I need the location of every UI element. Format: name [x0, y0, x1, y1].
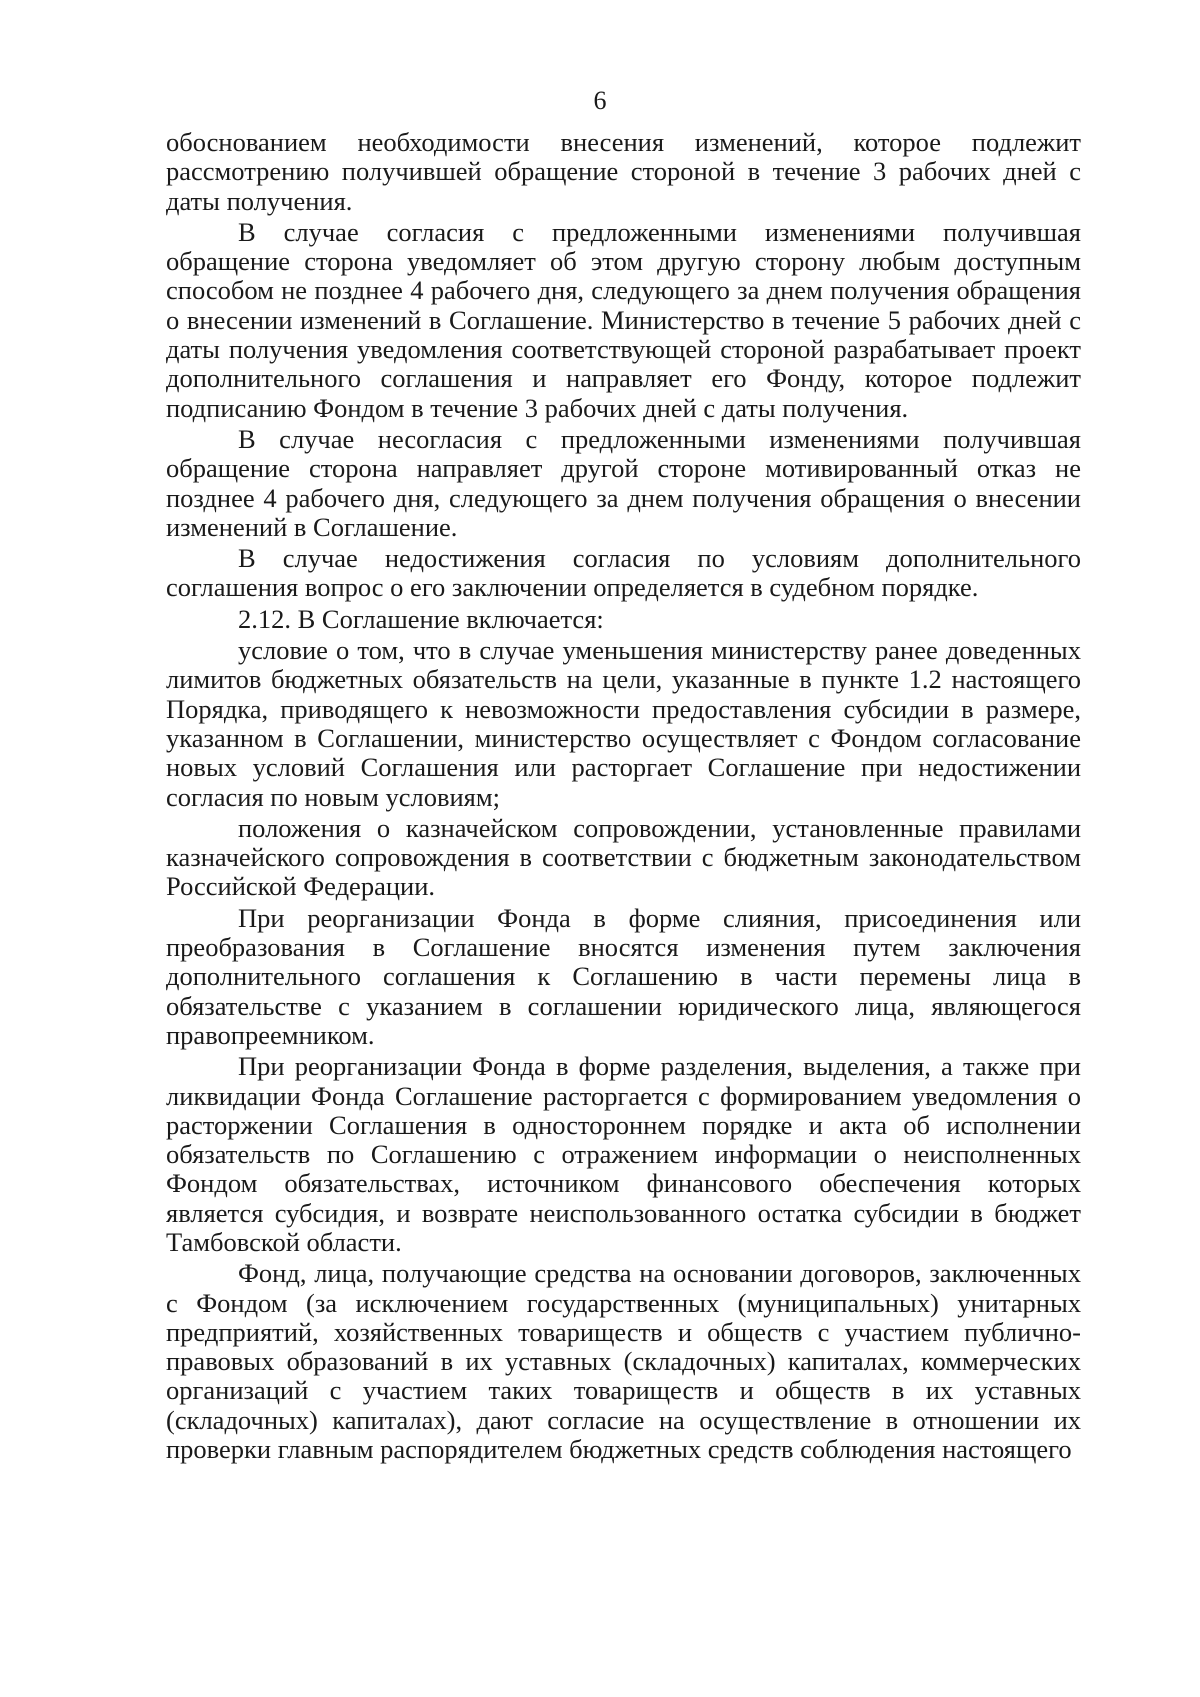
text-line: правопреемником. — [166, 1020, 375, 1050]
text-line: (складочных) капиталах), дают согласие на осуществление в отношении их — [166, 1405, 1081, 1435]
text-line: Порядка, приводящего к невозможности предоставления субсидии в размере, — [166, 694, 1081, 724]
paragraph — [166, 605, 1081, 634]
text-line: В случае недостижения согласия по условиям дополнительного — [238, 544, 1081, 574]
text-line: подписанию Фондом в течение 3 рабочих дней с даты получения. — [166, 393, 909, 423]
text-line: указанном в Соглашении, министерство осуществляет с Фондом согласование — [166, 723, 1081, 753]
text-line: При реорганизации Фонда в форме слияния, присоединения или — [238, 903, 1081, 933]
text-line: обращение сторона направляет другой стороне мотивированный отказ не — [166, 454, 1081, 484]
text-line: обязательстве с указанием в соглашении юридического лица, являющегося — [166, 991, 1081, 1021]
text-line: 2.12. В Соглашение включается: — [238, 604, 604, 634]
text-line: Российской Федерации. — [166, 872, 435, 902]
text-line: правовых образований в их уставных (складочных) капиталах, коммерческих — [166, 1347, 1081, 1377]
text-line: изменений в Соглашение. — [166, 512, 458, 542]
text-line: соглашения вопрос о его заключении определяется в судебном порядке. — [166, 573, 979, 603]
paragraph — [166, 814, 1081, 902]
text-line: способом не позднее 4 рабочего дня, следующего за днем получения обращения — [166, 276, 1081, 306]
text-line: казначейского сопровождения в соответствии с бюджетным законодательством — [166, 843, 1081, 873]
text-line: с Фондом (за исключением государственных (муниципальных) унитарных — [166, 1288, 1081, 1318]
text-line: Фондом обязательствах, источником финансового обеспечения которых — [166, 1169, 1081, 1199]
text-line: условие о том, что в случае уменьшения министерству ранее доведенных — [238, 636, 1081, 666]
text-line: позднее 4 рабочего дня, следующего за днем получения обращения о внесении — [166, 483, 1081, 513]
text-line: В случае несогласия с предложенными изменениями получившая — [238, 424, 1081, 454]
text-line: положения о казначейском сопровождении, установленные правилами — [238, 813, 1081, 843]
paragraph — [166, 904, 1081, 1050]
text-line: даты получения уведомления соответствующей стороной разрабатывает проект — [166, 335, 1081, 365]
text-line: лимитов бюджетных обязательств на цели, указанные в пункте 1.2 настоящего — [166, 665, 1081, 695]
text-line: является субсидия, и возврате неиспользованного остатка субсидии в бюджет — [166, 1198, 1081, 1228]
paragraph — [166, 425, 1081, 542]
text-line: Фонд, лица, получающие средства на основании договоров, заключенных — [238, 1259, 1081, 1289]
text-line: даты получения. — [166, 186, 353, 216]
text-line: обязательств по Соглашению с отражением информации о неисполненных — [166, 1140, 1081, 1170]
paragraph — [166, 636, 1081, 812]
text-line: рассмотрению получившей обращение стороной в течение 3 рабочих дней с — [166, 157, 1081, 187]
text-line: организаций с участием таких товариществ и обществ в их уставных — [166, 1376, 1081, 1406]
document-body — [166, 128, 1081, 1466]
text-line: дополнительного соглашения к Соглашению в части перемены лица в — [166, 962, 1081, 992]
text-line: обоснованием необходимости внесения изменений, которое подлежит — [166, 128, 1081, 157]
text-line: В случае согласия с предложенными изменениями получившая — [238, 217, 1081, 247]
text-line: Тамбовской области. — [166, 1227, 402, 1257]
text-line: о внесении изменений в Соглашение. Министерство в течение 5 рабочих дней с — [166, 305, 1081, 335]
text-line: ликвидации Фонда Соглашение расторгается с формированием уведомления о — [166, 1081, 1081, 1111]
paragraph — [166, 218, 1081, 423]
text-line: расторжении Соглашения в одностороннем порядке и акта об исполнении — [166, 1110, 1081, 1140]
paragraph — [166, 128, 1081, 216]
text-line: преобразования в Соглашение вносятся изменения путем заключения — [166, 933, 1081, 963]
text-line: проверки главным распорядителем бюджетных средств соблюдения настоящего — [166, 1435, 1072, 1465]
text-line: предприятий, хозяйственных товариществ и обществ с участием публично- — [166, 1317, 1081, 1347]
text-line: новых условий Соглашения или расторгает Соглашение при недостижении — [166, 753, 1081, 783]
paragraph — [166, 1259, 1081, 1464]
page-number: 6 — [593, 86, 607, 115]
paragraph — [166, 1052, 1081, 1257]
text-line: обращение сторона уведомляет об этом другую сторону любым доступным — [166, 247, 1081, 277]
text-line: При реорганизации Фонда в форме разделения, выделения, а также при — [238, 1052, 1081, 1082]
paragraph — [166, 544, 1081, 603]
text-line: дополнительного соглашения и направляет его Фонду, которое подлежит — [166, 364, 1081, 394]
text-line: согласия по новым условиям; — [166, 782, 500, 812]
